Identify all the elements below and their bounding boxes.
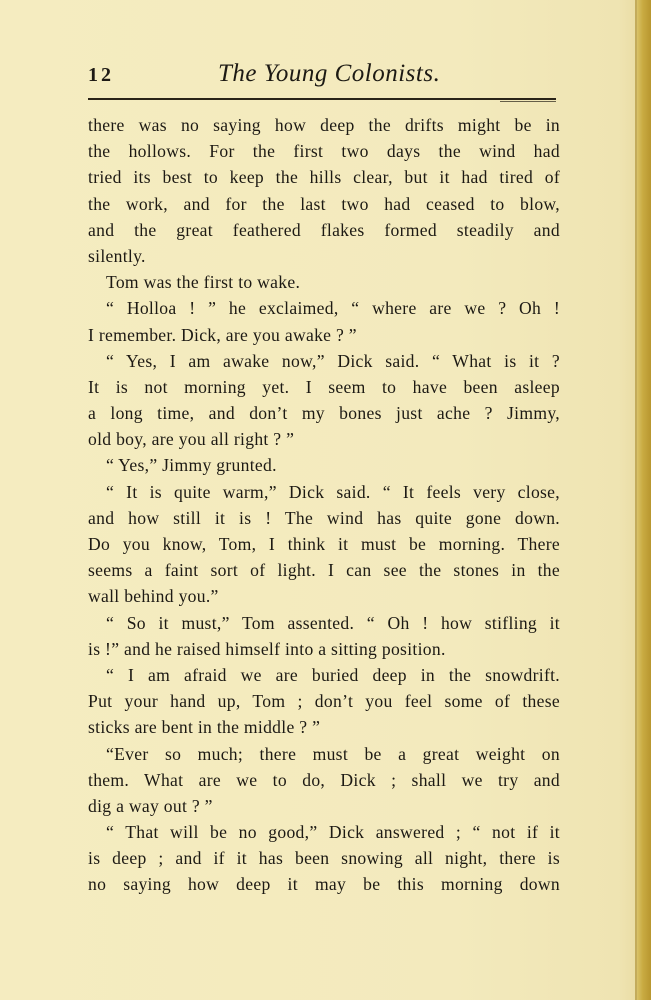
text-line: Put your hand up, Tom ; don’t you feel some of these <box>88 691 560 712</box>
text-line: a long time, and don’t my bones just ache ? Jimmy, <box>88 403 560 424</box>
text-line: It is not morning yet. I seem to have been asleep <box>88 376 560 397</box>
text-line: the work, and for the last two had ceased to blow, <box>88 193 560 214</box>
running-title: The Young Colonists. <box>218 60 441 87</box>
text-line: silently. <box>88 245 146 266</box>
text-line: “ Holloa ! ” he exclaimed, “ where are we ? Oh ! <box>106 298 560 319</box>
text-line: “ It is quite warm,” Dick said. “ It feels very close, <box>106 481 560 502</box>
text-line: and the great feathered flakes formed steadily and <box>88 219 560 240</box>
text-line: is deep ; and if it has been snowing all night, there is <box>88 848 560 869</box>
text-line: is !” and he raised himself into a sitting position. <box>88 638 446 659</box>
page-edge-line <box>635 0 637 1000</box>
text-line: them. What are we to do, Dick ; shall we try and <box>88 769 560 790</box>
text-line: sticks are bent in the middle ? ” <box>88 717 321 738</box>
text-line: wall behind you.” <box>88 586 219 607</box>
text-line: “ Yes,” Jimmy grunted. <box>106 455 277 476</box>
text-line: there was no saying how deep the drifts might be in <box>88 115 560 135</box>
text-line: “ I am afraid we are buried deep in the snowdrift. <box>106 664 560 685</box>
text-line: “ Yes, I am awake now,” Dick said. “ What is it ? <box>106 350 560 371</box>
text-line: tried its best to keep the hills clear, but it had tired of <box>88 167 560 188</box>
text-line: seems a faint sort of light. I can see the stones in the <box>88 560 560 581</box>
header-rule-lower <box>500 101 556 102</box>
text-line: no saying how deep it may be this morning down <box>88 874 560 895</box>
text-line: and how still it is ! The wind has quite gone down. <box>88 507 560 528</box>
text-line: the hollows. For the first two days the wind had <box>88 141 560 162</box>
text-line: old boy, are you all right ? ” <box>88 429 295 450</box>
page-edge <box>637 0 651 1000</box>
text-line: “ So it must,” Tom assented. “ Oh ! how stifling it <box>106 612 560 633</box>
header-rule <box>88 98 556 100</box>
text-line: Do you know, Tom, I think it must be morning. There <box>88 534 560 554</box>
body-text <box>88 112 560 898</box>
text-line: dig a way out ? ” <box>88 795 213 816</box>
text-line: Tom was the first to wake. <box>106 272 301 293</box>
text-line: “Ever so much; there must be a great weight on <box>106 743 560 764</box>
text-line: I remember. Dick, are you awake ? ” <box>88 324 357 345</box>
page-header <box>88 60 558 90</box>
page-number: 12 <box>88 64 114 86</box>
text-line: “ That will be no good,” Dick answered ; “ not if it <box>106 822 560 843</box>
